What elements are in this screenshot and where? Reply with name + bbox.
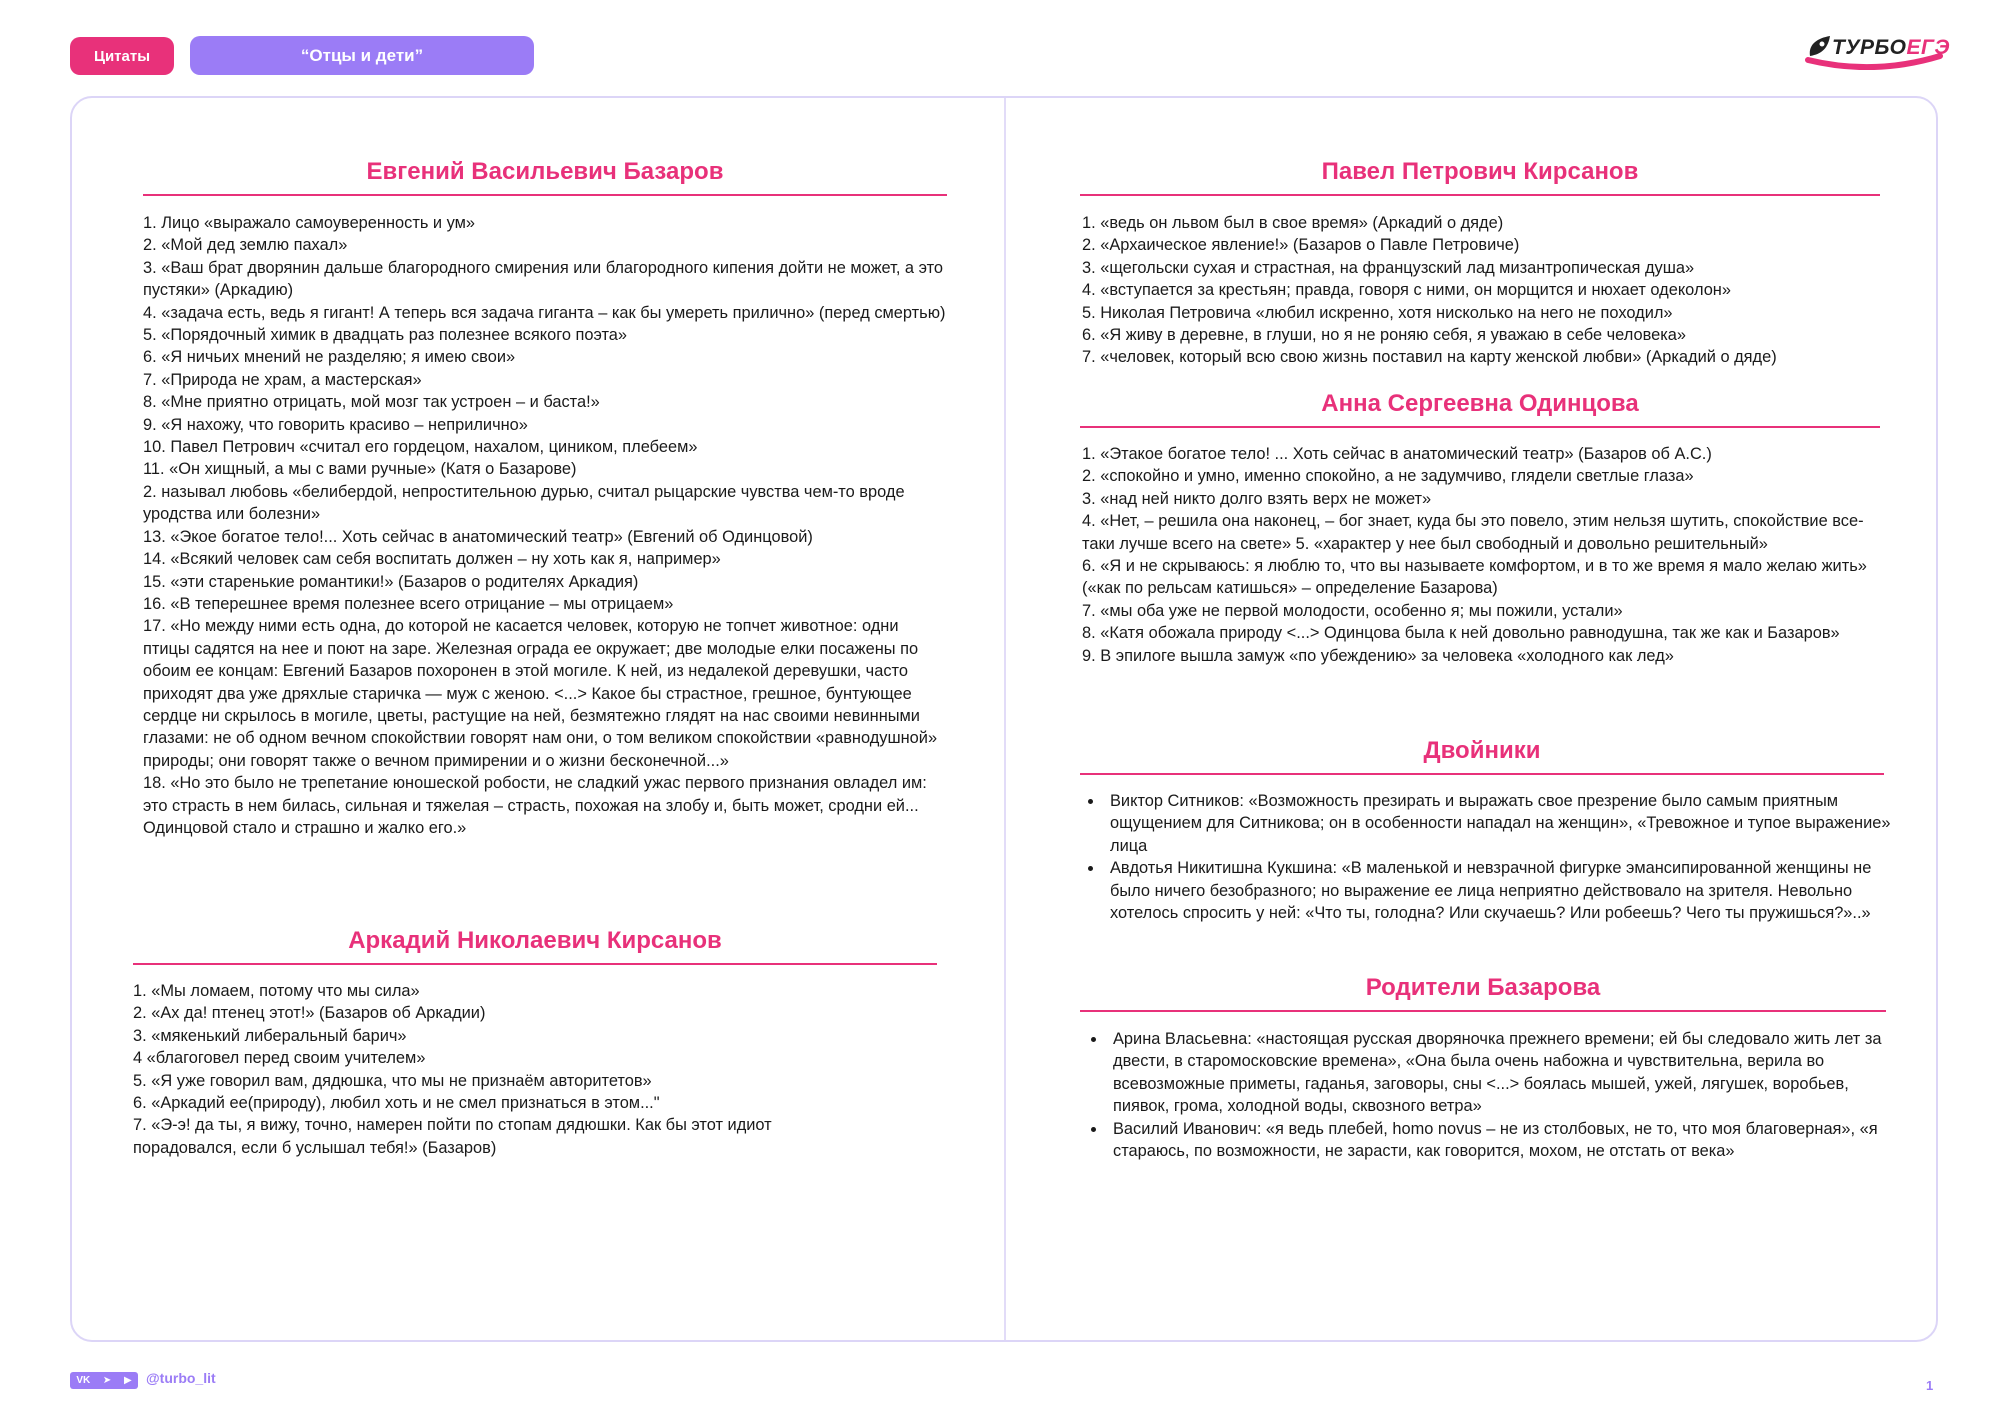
quote-line: 11. «Он хищный, а мы с вами ручные» (Катя о Базарове): [143, 460, 577, 479]
quote-line: 8. «Катя обожала природу <...> Одинцова была к ней довольно равнодушна, так же как и Базаров»: [1082, 624, 1840, 643]
quote-line: 1. Лицо «выражало самоуверенность и ум»: [143, 214, 476, 232]
quote-line: 6. «Аркадий ее(природу), любил хоть и не смел признаться в этом...": [133, 1094, 660, 1113]
quote-line: 6. «Я и не скрываюсь: я люблю то, что вы называете комфортом, и в то же время я мало желаю жить» («как по рельсам катишься» – определение Базарова): [1082, 557, 1867, 598]
document-title: “Отцы и дети”: [190, 36, 534, 75]
quote-line: 9. В эпилоге вышла замуж «по убеждению» за человека «холодного как лед»: [1082, 646, 1674, 665]
logo-part-1: ТУРБО: [1832, 36, 1907, 59]
quote-line: 18. «Но это было не трепетание юношеской робости, не сладкий ужас первого признания овладел им: это страсть в нем билась, сильная и тяжелая – страсть, похожая на злобу и, быть может, сродни ей... Одинцовой стало и страшно и жалко его.»: [143, 774, 927, 837]
logo-text: [1832, 36, 1950, 60]
quote-line: 3. «щегольски сухая и страстная, на французский лад мизантропическая душа»: [1082, 258, 1695, 277]
turboege-logo: [1804, 30, 1950, 70]
social-icons[interactable]: [70, 1372, 138, 1389]
quote-line: 8. «Мне приятно отрицать, мой мозг так устроен – и баста!»: [143, 393, 600, 412]
quote-line: 10. Павел Петрович «считал его гордецом, нахалом, циником, плебеем»: [143, 438, 698, 457]
quote-line: 1. «ведь он львом был в свое время» (Аркадий о дяде): [1082, 214, 1504, 232]
doubles-list: [1082, 790, 1896, 924]
heading-doubles: Двойники: [1080, 737, 1884, 775]
quote-line: 13. «Экое богатое тело!... Хоть сейчас в анатомический театр» (Евгений об Одинцовой): [143, 527, 813, 546]
column-divider: [1004, 98, 1006, 1340]
logo-part-2: ЕГЭ: [1906, 36, 1950, 59]
quote-line: 2. «Архаическое явление!» (Базаров о Павле Петровиче): [1082, 236, 1520, 255]
page-number: 1: [1926, 1378, 1934, 1393]
quote-line: 7. «Природа не храм, а мастерская»: [143, 370, 422, 389]
quote-line: 17. «Но между ними есть одна, до которой не касается человек, которую не топчет животное: одни птицы садятся на нее и поют на заре. Железная ограда ее окружает; две молодые елки посажены по обоим ее концам: Евгений Базаров похоронен в этой могиле. К ней, из недалекой деревушки, часто приходят два уже дряхлые старичка — муж с женою. <...> Какое бы страстное, грешное, бунтующее сердце ни скрылось в могиле, цветы, растущие на ней, безмятежно глядят на нас своими невинными глазами: не об одном вечном спокойствии говорят нам они, о том великом спокойствии «равнодушной» природы; они говорят также о вечном примирении и о жизни бесконечной...»: [143, 617, 938, 770]
social-handle[interactable]: @turbo_lit: [146, 1370, 216, 1386]
quote-line: 4 «благоговел перед своим учителем»: [133, 1049, 426, 1068]
quote-line: 14. «Всякий человек сам себя воспитать должен – ну хоть как я, например»: [143, 550, 721, 569]
quote-line: 5. «Я уже говорил вам, дядюшка, что мы не признаём авторитетов»: [133, 1071, 652, 1090]
quote-line: 2. «Ах да! птенец этот!» (Базаров об Аркадии): [133, 1004, 486, 1023]
quote-line: 2. «Мой дед землю пахал»: [143, 236, 348, 255]
quote-line: 2. «спокойно и умно, именно спокойно, а не задумчиво, глядели светлые глаза»: [1082, 467, 1694, 486]
heading-odintsova: Анна Сергеевна Одинцова: [1080, 390, 1880, 428]
quote-line: 4. «вступается за крестьян; правда, говоря с ними, он морщится и нюхает одеколон»: [1082, 281, 1731, 300]
heading-arkady: Аркадий Николаевич Кирсанов: [133, 927, 937, 965]
quote-line: 1. «Этакое богатое тело! ... Хоть сейчас в анатомический театр» (Базаров об А.С.): [1082, 445, 1712, 463]
bazarov-quotes: [143, 212, 949, 839]
heading-pavel: Павел Петрович Кирсанов: [1080, 158, 1880, 196]
parents-list: [1085, 1028, 1909, 1162]
quote-line: 5. «Порядочный химик в двадцать раз полезнее всякого поэта»: [143, 326, 628, 345]
quote-line: 3. «над ней никто долго взять верх не может»: [1082, 489, 1432, 508]
telegram-icon[interactable]: ➤: [102, 1375, 112, 1386]
heading-bazarov: Евгений Васильевич Базаров: [143, 158, 947, 196]
vk-icon[interactable]: VK: [76, 1375, 91, 1386]
list-item: • Василий Иванович: «я ведь плебей, homo novus – не из столбовых, не то, что моя благоверная», «я стараюсь, по возможности, не зарасти, как говорится, мохом, не отстать от века»: [1107, 1118, 1909, 1163]
quote-line: 4. «Нет, – решила она наконец, – бог знает, куда бы это повело, этим нельзя шутить, спокойствие все-таки лучше всего на свете» 5. «характер у нее был свободный и довольно решительный»: [1082, 512, 1864, 553]
pavel-quotes: [1082, 212, 1882, 369]
quote-line: 5. Николая Петровича «любил искренно, хотя нисколько на него не походил»: [1082, 303, 1673, 322]
quote-line: 4. «задача есть, ведь я гигант! А теперь вся задача гиганта – как бы умереть прилично» (перед смертью): [143, 303, 946, 322]
quote-line: 1. «Мы ломаем, потому что мы сила»: [133, 982, 420, 1000]
quote-line: 2. называл любовь «белибердой, непростительною дурью, считал рыцарские чувства чем-то вроде уродства или болезни»: [143, 482, 905, 524]
quote-line: 7. «Э-э! да ты, я вижу, точно, намерен пойти по стопам дядюшки. Как бы этот идиот порадовался, если б услышал тебя!» (Базаров): [133, 1116, 772, 1157]
list-item: • Арина Власьевна: «настоящая русская дворяночка прежнего времени; ей бы следовало жить лет за двести, в старомосковские времена», «Она была очень набожна и чувствительна, верила во всевозможные приметы, гаданья, заговоры, сны <...> боялась мышей, ужей, лягушек, воробьев, пиявок, грома, холодной воды, сквозного ветра»: [1107, 1028, 1909, 1118]
quote-line: 3. «Ваш брат дворянин дальше благородного смирения или благородного кипения дойти не может, а это пустяки» (Аркадию): [143, 258, 944, 300]
quote-line: 9. «Я нахожу, что говорить красиво – неприлично»: [143, 415, 528, 434]
tag-quotes: Цитаты: [70, 37, 174, 75]
quote-line: 6. «Я ничьих мнений не разделяю; я имею свои»: [143, 348, 516, 367]
quote-line: 6. «Я живу в деревне, в глуши, но я не роняю себя, я уважаю в себе человека»: [1082, 326, 1686, 345]
list-item: • Виктор Ситников: «Возможность презирать и выражать свое презрение было самым приятным ощущением для Ситникова; он в особенности нападал на женщин», «Тревожное и тупое выражение» лица: [1104, 790, 1896, 857]
quote-line: 7. «человек, который всю свою жизнь поставил на карту женской любви» (Аркадий о дяде): [1082, 348, 1777, 367]
list-item: • Авдотья Никитишна Кукшина: «В маленькой и невзрачной фигурке эмансипированной женщины не было ничего безобразного; но выражение ее лица неприятно действовало на зрителя. Невольно хотелось спросить у ней: «Что ты, голодна? Или скучаешь? Или робеешь? Чего ты пружишься?»..»: [1104, 857, 1896, 924]
arkady-quotes: [133, 980, 873, 1159]
quote-line: 7. «мы оба уже не первой молодости, особенно я; мы пожили, устали»: [1082, 601, 1623, 620]
quote-line: 16. «В теперешнее время полезнее всего отрицание – мы отрицаем»: [143, 594, 674, 613]
youtube-icon[interactable]: ▶: [123, 1375, 132, 1386]
quote-line: 15. «эти старенькие романтики!» (Базаров о родителях Аркадия): [143, 572, 639, 591]
odintsova-quotes: [1082, 443, 1880, 667]
heading-parents: Родители Базарова: [1080, 974, 1886, 1012]
quote-line: 3. «мякенький либеральный барич»: [133, 1026, 407, 1045]
